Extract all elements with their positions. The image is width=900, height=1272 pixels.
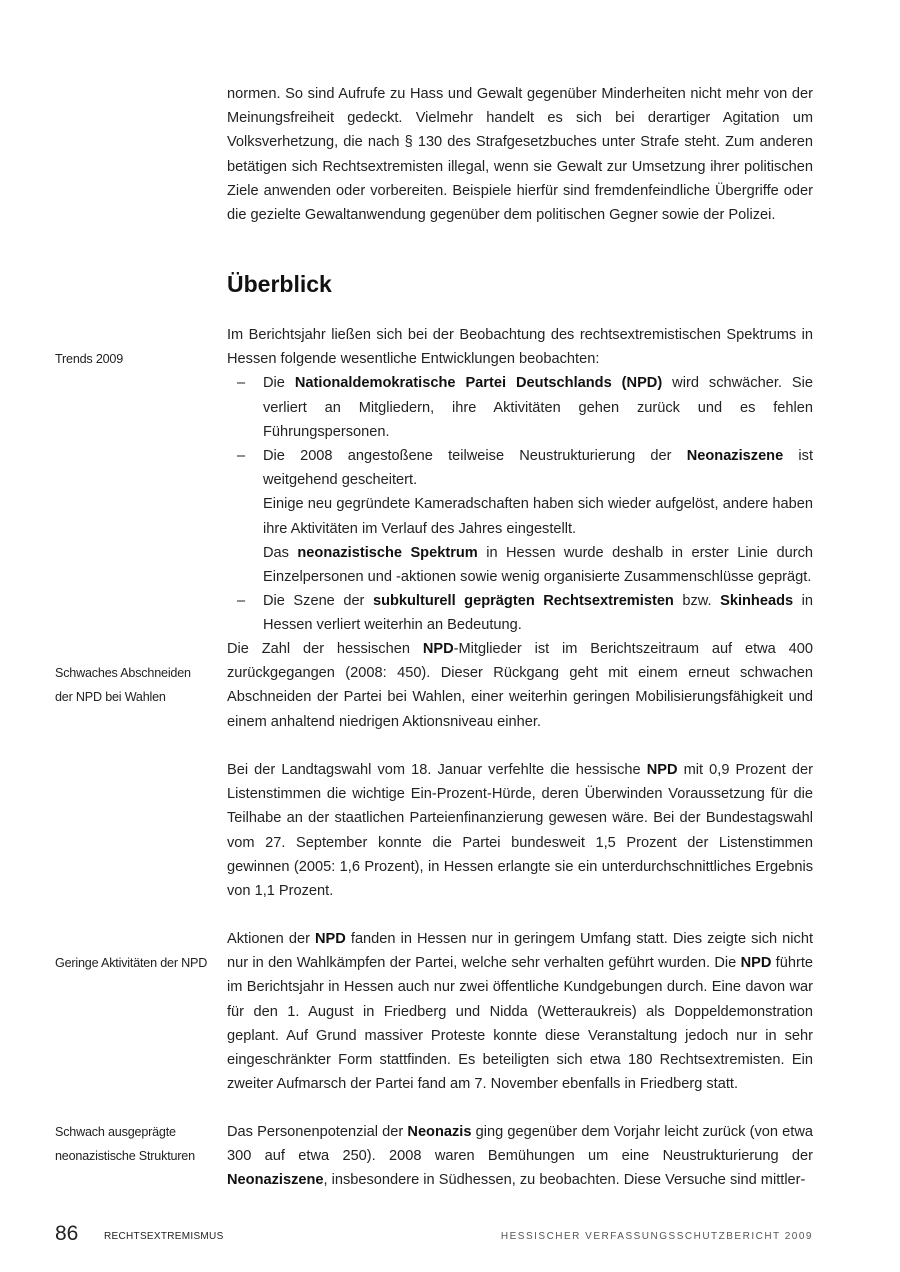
dash-marker: – [237,375,246,392]
activities-paragraph [227,927,813,1096]
item2-bold: Neonaziszene [686,448,784,465]
neonazis-paragraph [227,1120,813,1193]
item1-bold: Nationaldemokratische Partei Deutschlands (NPD) [294,375,663,392]
margin-note-activities [55,951,215,975]
footer-report-title: HESSISCHER VERFASSUNGSSCHUTZBERICHT 2009 [500,1231,813,1242]
activities-bold2: NPD [740,955,772,972]
activities-mid: fanden in Hessen nur in geringem Umfang statt. Dies zeigte sich nicht nur in den Wahlkämpfen der Partei, welche sehr verhalten geführt wurden. Die [227,931,813,972]
dash-marker: – [237,593,246,610]
item2-line2: Einige neu gegründete Kameradschaften haben sich wieder aufgelöst, andere haben ihre Aktivitäten im Verlauf des Jahres eingestellt. [263,496,813,537]
item2-line3 [263,541,813,589]
neonazis-bold1: Neonazis [407,1124,472,1140]
elections-block [227,758,813,903]
trends-block [227,323,813,638]
neonazis-block [227,1120,813,1193]
item2-post: ist weitgehend gescheitert. [263,448,813,489]
intro-paragraph: normen. So sind Aufrufe zu Hass und Gewalt gegenüber Minderheiten nicht mehr von der Meinungsfreiheit gedeckt. Vielmehr handelt es sich bei derartiger Agitation um Volksverhetzung, die nach § 130 des Strafgesetzbuches unter Strafe steht. Zum anderen betätigen sich Rechtsextremisten illegal, wenn sie Gewalt zur Umsetzung ihrer politischen Ziele anwenden oder vorbereiten. Beispiele hierfür sind fremdenfeindliche Übergriffe oder die gezielte Gewaltanwendung gegenüber dem politischen Gegner sowie der Polizei. [227,86,813,224]
margin-note-trends [55,347,215,371]
npd-members-block [227,637,813,734]
item3-bold2: Skinheads [720,593,794,610]
npd-members-pre: Die Zahl der hessischen [227,641,423,657]
neonazis-post: , insbesondere in Südhessen, zu beobachten. Diese Versuche sind mittler- [323,1172,806,1189]
trends-list [227,371,813,637]
intro-block [227,82,813,227]
margin-note-npd-elections [55,661,215,709]
item2-line3-post: in Hessen wurde deshalb in erster Linie durch Einzelpersonen und -aktionen sowie wenig organisierte Zusammenschlüsse geprägt. [263,544,813,586]
trends-lead: Im Berichtsjahr ließen sich bei der Beobachtung des rechtsextremistischen Spektrums in Hessen folgende wesentliche Entwicklungen beobachten: [227,327,813,368]
item2-pre: Die 2008 angestoßene teilweise Neustrukturierung der [263,448,687,465]
section-heading: Überblick [227,271,332,297]
item2-line3-bold: neonazistische Spektrum [297,544,478,561]
trends-list-item [227,371,813,444]
dash-marker: – [237,448,246,465]
trends-list-item [227,589,813,637]
item1-post: wird schwächer. Sie verliert an Mitgliedern, ihre Aktivitäten gehen zurück und es fehlen Führungspersonen. [263,375,814,440]
elections-pre: Bei der Landtagswahl vom 18. Januar verfehlte die hessische [227,762,647,778]
margin-note-activities-text: Geringe Aktivitäten der NPD [55,956,208,970]
margin-note-neonazi [55,1120,215,1168]
item3-bold1: subkulturell geprägten Rechtsextremisten [372,593,674,610]
margin-note-line: Schwach ausgeprägte [55,1125,176,1139]
item3-post: in Hessen verliert weiterhin an Bedeutung. [263,593,813,634]
neonazis-bold2: Neonaziszene [227,1172,324,1189]
item3-pre: Die Szene der [263,593,373,610]
activities-bold1: NPD [315,931,346,947]
activities-block [227,927,813,1096]
neonazis-mid: ging gegenüber dem Vorjahr leicht zurück (von etwa 300 auf etwa 250). 2008 waren Bemühungen um eine Neustrukturierung der [227,1124,813,1165]
npd-members-bold: NPD [422,641,454,657]
elections-post: mit 0,9 Prozent der Listenstimmen die wichtige Ein-Prozent-Hürde, deren Überwinden Voraussetzung für die Teilhabe an der staatlichen Parteienfinanzierung gewesen wäre. Bei der Bundestagswahl vom 27. September konnte die Partei bundesweit 1,5 Prozent der Listenstimmen gewinnen (2005: 1,6 Prozent), in Hessen erlangte sie ein unterdurchschnittliches Ergebnis von 1,1 Prozent. [227,762,813,900]
margin-note-line: Schwaches Abschneiden [55,666,191,680]
item3-mid: bzw. [673,593,721,610]
npd-members-paragraph [227,637,813,734]
neonazis-pre: Das Personenpotenzial der [227,1124,408,1140]
npd-members-post: -Mitglieder ist im Berichtszeitraum auf etwa 400 zurückgegangen (2008: 450). Dieser Rückgang geht mit einem erneut schwachen Abschneiden der Partei bei Wahlen, einer weiterhin geringen Mobilisierungsfähigkeit und einem anhaltend niedrigen Aktionsniveau einher. [227,641,813,730]
activities-pre: Aktionen der [227,931,316,947]
margin-note-line: neonazistische Strukturen [55,1149,195,1164]
page-number: 86 [55,1222,79,1245]
margin-note-trends-text: Trends 2009 [55,352,124,366]
item1-pre: Die [263,375,295,392]
footer-chapter: RECHTSEXTREMISMUS [104,1231,224,1242]
activities-post: führte im Berichtsjahr in Hessen auch nur zwei öffentliche Kundgebungen durch. Eine davon war für den 1. August in Friedberg und Nidda (Wetteraukreis) als Doppeldemonstration geplant. Auf Grund massiver Proteste konnte diese Veranstaltung jedoch nur in sehr eingeschränkter Form stattfinden. Es beteiligten sich etwa 180 Rechtsextremisten. Ein zweiter Aufmarsch der Partei fand am 7. November ebenfalls in Friedberg statt. [227,955,814,1093]
trends-list-item [227,444,813,589]
elections-bold: NPD [646,762,678,778]
margin-note-line: der NPD bei Wahlen [55,690,166,705]
item2-line3-pre: Das [263,544,298,561]
elections-paragraph [227,758,813,903]
